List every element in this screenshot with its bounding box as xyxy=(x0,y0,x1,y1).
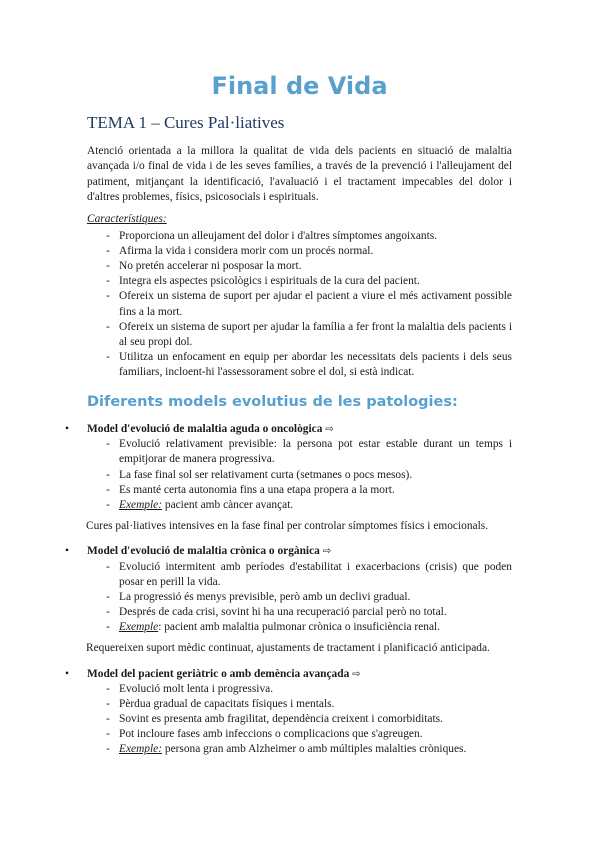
document-title: Final de Vida xyxy=(211,72,388,100)
model-title: • Model del pacient geriàtric o amb demència avançada ⇨ xyxy=(87,667,512,682)
dash-marker: - xyxy=(106,728,110,741)
dash-marker: - xyxy=(106,621,110,634)
list-item: - Evolució intermitent amb períodes d'estabilitat i exacerbacions (crisis) que poden posar en perill la vida. xyxy=(106,560,512,588)
model-title: • Model d'evolució de malaltia aguda o oncològica ⇨ xyxy=(87,422,512,437)
models-heading: Diferents models evolutius de les patologies: xyxy=(87,393,458,410)
model-items xyxy=(87,560,512,635)
dash-marker: - xyxy=(106,350,110,363)
list-item: - Afirma la vida i considera morir com un procés normal. xyxy=(87,244,512,259)
list-item: - Sovint es presenta amb fragilitat, dependència creixent i comorbiditats. xyxy=(87,712,512,727)
bullet-marker: • xyxy=(65,422,69,435)
list-item: - Pot incloure fases amb infeccions o complicacions que s'agreugen. xyxy=(87,727,512,742)
example-label: Exemple: xyxy=(119,743,163,756)
model-cronica xyxy=(65,544,512,635)
list-item: - Proporciona un alleujament del dolor i d'altres símptomes angoixants. xyxy=(87,229,512,244)
caracteristiques-list xyxy=(87,229,512,380)
dash-marker: - xyxy=(106,743,110,756)
list-item: - Utilitza un enfocament en equip per abordar les necessitats dels pacients i dels seus familiars, incloent-hi l'assessorament sobre el dol, si està indicat. xyxy=(106,350,512,378)
model-note: Requereixen suport mèdic continuat, ajustaments de tractament i planificació anticipada. xyxy=(86,642,490,655)
model-geriatric xyxy=(65,667,512,758)
dash-marker: - xyxy=(106,275,110,288)
list-item: - La fase final sol ser relativament curta (setmanes o pocs mesos). xyxy=(87,468,512,483)
list-item: - Evolució molt lenta i progressiva. xyxy=(87,682,512,697)
dash-marker: - xyxy=(106,698,110,711)
dash-marker: - xyxy=(106,682,110,695)
dash-marker: - xyxy=(106,438,110,451)
dash-marker: - xyxy=(106,498,110,511)
example-label: Exemple: xyxy=(119,498,163,511)
list-item: - Es manté certa autonomia fins a una etapa propera a la mort. xyxy=(87,483,512,498)
model-title: • Model d'evolució de malaltia crònica o orgànica ⇨ xyxy=(87,544,512,559)
intro-paragraph: Atenció orientada a la millora la qualitat de vida dels pacients en situació de malaltia avançada i/o final de vida i de les seves famílies, a través de la prevenció i l'alleujament del patiment, mitjançant la identificació, l'avaluació i el tractament impecables del dolor i d'altres problemes, físics, psicosocials i espirituals. xyxy=(87,145,512,204)
dash-marker: - xyxy=(106,260,110,273)
example-label: Exemple xyxy=(119,621,159,634)
example-text: persona gran amb Alzheimer o amb múltiples malalties cròniques. xyxy=(164,743,467,756)
example-text: pacient amb càncer avançat. xyxy=(164,498,294,511)
model-items xyxy=(87,682,512,757)
list-item: - Després de cada crisi, sovint hi ha una recuperació parcial però no total. xyxy=(87,605,512,620)
list-item: - Pèrdua gradual de capacitats físiques i mentals. xyxy=(87,697,512,712)
dash-marker: - xyxy=(106,468,110,481)
dash-marker: - xyxy=(106,483,110,496)
arrow-right-icon: ⇨ xyxy=(322,546,332,558)
dash-marker: - xyxy=(106,590,110,603)
dash-marker: - xyxy=(106,245,110,258)
list-item: - Integra els aspectes psicològics i espirituals de la cura del pacient. xyxy=(87,274,512,289)
example-item xyxy=(87,620,512,635)
dash-marker: - xyxy=(106,560,110,573)
list-item: - Ofereix un sistema de suport per ajudar el pacient a viure el més activament possible fins a la mort. xyxy=(106,290,512,318)
model-note: Cures pal·liatives intensives en la fase final per controlar símptomes físics i emocionals. xyxy=(86,519,489,532)
model-aguda xyxy=(65,422,512,513)
model-items xyxy=(87,437,512,512)
arrow-right-icon: ⇨ xyxy=(352,668,361,680)
dash-marker: - xyxy=(106,320,110,333)
example-item xyxy=(87,498,512,513)
dash-marker: - xyxy=(106,713,110,726)
bullet-marker: • xyxy=(65,545,69,558)
dash-marker: - xyxy=(106,605,110,618)
caracteristiques-label: Característiques: xyxy=(87,212,167,225)
list-item: - La progressió és menys previsible, però amb un declivi gradual. xyxy=(87,590,512,605)
list-item: - No pretén accelerar ni posposar la mort. xyxy=(87,259,512,274)
example-item xyxy=(87,742,512,757)
example-text: : pacient amb malaltia pulmonar crònica o insuficiència renal. xyxy=(158,621,441,634)
arrow-right-icon: ⇨ xyxy=(325,423,334,435)
dash-marker: - xyxy=(106,230,110,243)
bullet-marker: • xyxy=(65,667,69,680)
list-item: - Ofereix un sistema de suport per ajudar la família a fer front la malaltia dels pacients i al seu propi dol. xyxy=(106,320,512,348)
list-item: - Evolució relativament previsible: la persona pot estar estable durant un temps i empitjorar de manera progressiva. xyxy=(106,438,512,466)
tema-heading: TEMA 1 – Cures Pal·liatives xyxy=(87,113,285,132)
dash-marker: - xyxy=(106,290,110,303)
